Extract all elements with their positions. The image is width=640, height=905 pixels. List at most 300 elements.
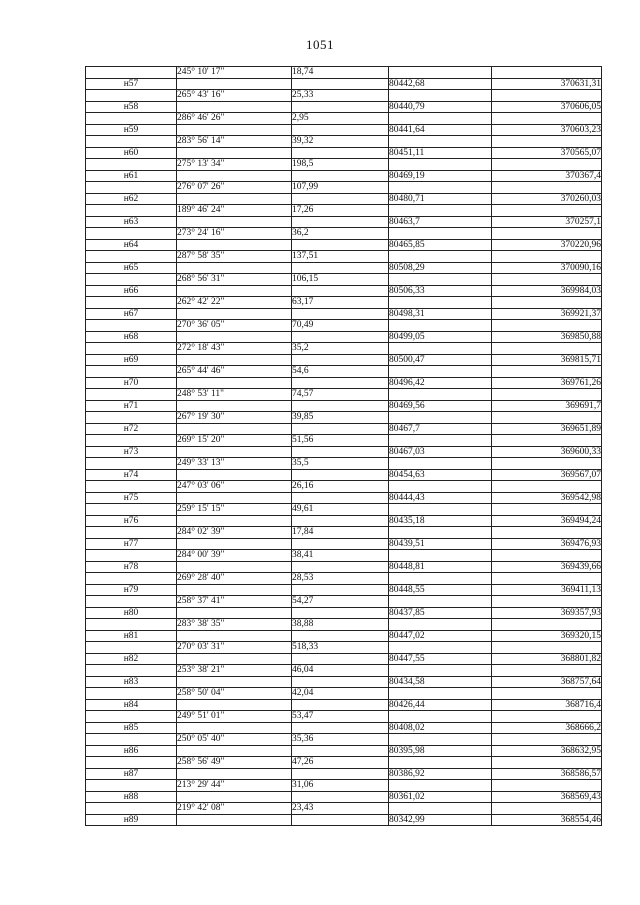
table-row bbox=[86, 596, 602, 608]
table-row bbox=[86, 435, 602, 447]
y-coordinate-cell bbox=[492, 757, 602, 769]
y-coordinate-cell: 368716,4 bbox=[492, 699, 602, 711]
direction-angle-cell: 284° 00' 39" bbox=[177, 550, 292, 562]
table-row bbox=[86, 803, 602, 815]
x-coordinate-cell: 80426,44 bbox=[389, 699, 492, 711]
y-coordinate-cell: 370260,03 bbox=[492, 193, 602, 205]
y-coordinate-cell: 370367,4 bbox=[492, 170, 602, 182]
direction-angle-cell: 265° 44' 46" bbox=[177, 366, 292, 378]
distance-cell: 2,95 bbox=[292, 113, 389, 125]
distance-cell: 18,74 bbox=[292, 67, 389, 79]
direction-angle-cell bbox=[177, 768, 292, 780]
table-row bbox=[86, 780, 602, 792]
point-name-cell bbox=[86, 550, 177, 562]
x-coordinate-cell bbox=[389, 412, 492, 424]
direction-angle-cell bbox=[177, 78, 292, 90]
point-name-cell: н59 bbox=[86, 124, 177, 136]
point-name-cell bbox=[86, 642, 177, 654]
point-name-cell: н86 bbox=[86, 745, 177, 757]
distance-cell: 137,51 bbox=[292, 251, 389, 263]
distance-cell bbox=[292, 101, 389, 113]
y-coordinate-cell bbox=[492, 366, 602, 378]
table-row bbox=[86, 722, 602, 734]
x-coordinate-cell bbox=[389, 596, 492, 608]
distance-cell bbox=[292, 216, 389, 228]
x-coordinate-cell: 80440,79 bbox=[389, 101, 492, 113]
distance-cell: 35,5 bbox=[292, 458, 389, 470]
table-row bbox=[86, 400, 602, 412]
distance-cell: 28,53 bbox=[292, 573, 389, 585]
y-coordinate-cell: 369567,07 bbox=[492, 469, 602, 481]
distance-cell: 49,61 bbox=[292, 504, 389, 516]
point-name-cell bbox=[86, 159, 177, 171]
table-row bbox=[86, 745, 602, 757]
direction-angle-cell bbox=[177, 400, 292, 412]
table-row bbox=[86, 113, 602, 125]
x-coordinate-cell: 80395,98 bbox=[389, 745, 492, 757]
y-coordinate-cell bbox=[492, 550, 602, 562]
point-name-cell bbox=[86, 90, 177, 102]
y-coordinate-cell: 368586,57 bbox=[492, 768, 602, 780]
point-name-cell bbox=[86, 504, 177, 516]
x-coordinate-cell: 80447,02 bbox=[389, 630, 492, 642]
point-name-cell bbox=[86, 136, 177, 148]
direction-angle-cell bbox=[177, 193, 292, 205]
point-name-cell bbox=[86, 481, 177, 493]
table-row bbox=[86, 262, 602, 274]
distance-cell bbox=[292, 239, 389, 251]
y-coordinate-cell: 370606,05 bbox=[492, 101, 602, 113]
x-coordinate-cell bbox=[389, 90, 492, 102]
y-coordinate-cell bbox=[492, 182, 602, 194]
direction-angle-cell: 189° 46' 24" bbox=[177, 205, 292, 217]
direction-angle-cell: 283° 56' 14" bbox=[177, 136, 292, 148]
table-row bbox=[86, 170, 602, 182]
distance-cell: 198,5 bbox=[292, 159, 389, 171]
table-row bbox=[86, 619, 602, 631]
table-row bbox=[86, 527, 602, 539]
y-coordinate-cell: 369357,93 bbox=[492, 607, 602, 619]
point-name-cell: н80 bbox=[86, 607, 177, 619]
direction-angle-cell: 213° 29' 44" bbox=[177, 780, 292, 792]
point-name-cell: н82 bbox=[86, 653, 177, 665]
y-coordinate-cell: 369815,71 bbox=[492, 354, 602, 366]
table-row bbox=[86, 711, 602, 723]
direction-angle-cell: 273° 24' 16" bbox=[177, 228, 292, 240]
table-row bbox=[86, 584, 602, 596]
x-coordinate-cell bbox=[389, 205, 492, 217]
y-coordinate-cell bbox=[492, 803, 602, 815]
distance-cell: 518,33 bbox=[292, 642, 389, 654]
direction-angle-cell bbox=[177, 584, 292, 596]
x-coordinate-cell: 80448,55 bbox=[389, 584, 492, 596]
x-coordinate-cell: 80508,29 bbox=[389, 262, 492, 274]
y-coordinate-cell bbox=[492, 458, 602, 470]
direction-angle-cell: 270° 03' 31" bbox=[177, 642, 292, 654]
direction-angle-cell: 248° 53' 11" bbox=[177, 389, 292, 401]
direction-angle-cell bbox=[177, 630, 292, 642]
y-coordinate-cell: 368554,46 bbox=[492, 814, 602, 826]
table-row bbox=[86, 561, 602, 573]
table-row bbox=[86, 757, 602, 769]
distance-cell bbox=[292, 285, 389, 297]
distance-cell bbox=[292, 515, 389, 527]
point-name-cell bbox=[86, 458, 177, 470]
direction-angle-cell: 267° 19' 30" bbox=[177, 412, 292, 424]
distance-cell: 47,26 bbox=[292, 757, 389, 769]
direction-angle-cell: 287° 58' 35" bbox=[177, 251, 292, 263]
x-coordinate-cell: 80439,51 bbox=[389, 538, 492, 550]
y-coordinate-cell: 369600,33 bbox=[492, 446, 602, 458]
direction-angle-cell bbox=[177, 446, 292, 458]
distance-cell bbox=[292, 538, 389, 550]
distance-cell: 39,85 bbox=[292, 412, 389, 424]
direction-angle-cell: 270° 36' 05" bbox=[177, 320, 292, 332]
point-name-cell bbox=[86, 619, 177, 631]
table-row bbox=[86, 193, 602, 205]
y-coordinate-cell bbox=[492, 688, 602, 700]
distance-cell: 54,6 bbox=[292, 366, 389, 378]
y-coordinate-cell bbox=[492, 435, 602, 447]
table-row bbox=[86, 239, 602, 251]
table-row bbox=[86, 504, 602, 516]
distance-cell bbox=[292, 676, 389, 688]
y-coordinate-cell: 370090,16 bbox=[492, 262, 602, 274]
table-row bbox=[86, 734, 602, 746]
distance-cell: 53,47 bbox=[292, 711, 389, 723]
y-coordinate-cell: 369850,88 bbox=[492, 331, 602, 343]
y-coordinate-cell bbox=[492, 734, 602, 746]
direction-angle-cell bbox=[177, 354, 292, 366]
table-row bbox=[86, 205, 602, 217]
y-coordinate-cell: 368666,2 bbox=[492, 722, 602, 734]
point-name-cell bbox=[86, 527, 177, 539]
x-coordinate-cell: 80467,7 bbox=[389, 423, 492, 435]
point-name-cell bbox=[86, 412, 177, 424]
point-name-cell bbox=[86, 182, 177, 194]
x-coordinate-cell: 80386,92 bbox=[389, 768, 492, 780]
x-coordinate-cell bbox=[389, 780, 492, 792]
x-coordinate-cell bbox=[389, 803, 492, 815]
y-coordinate-cell bbox=[492, 389, 602, 401]
table-row bbox=[86, 492, 602, 504]
distance-cell bbox=[292, 400, 389, 412]
table-row bbox=[86, 285, 602, 297]
point-name-cell: н89 bbox=[86, 814, 177, 826]
table-row bbox=[86, 538, 602, 550]
distance-cell: 38,41 bbox=[292, 550, 389, 562]
point-name-cell: н68 bbox=[86, 331, 177, 343]
y-coordinate-cell: 369494,24 bbox=[492, 515, 602, 527]
direction-angle-cell bbox=[177, 308, 292, 320]
point-name-cell: н84 bbox=[86, 699, 177, 711]
point-name-cell: н76 bbox=[86, 515, 177, 527]
direction-angle-cell: 259° 15' 15" bbox=[177, 504, 292, 516]
x-coordinate-cell: 80342,99 bbox=[389, 814, 492, 826]
table-row bbox=[86, 642, 602, 654]
y-coordinate-cell: 368632,95 bbox=[492, 745, 602, 757]
x-coordinate-cell: 80496,42 bbox=[389, 377, 492, 389]
direction-angle-cell bbox=[177, 745, 292, 757]
distance-cell: 36,2 bbox=[292, 228, 389, 240]
distance-cell bbox=[292, 354, 389, 366]
point-name-cell: н79 bbox=[86, 584, 177, 596]
x-coordinate-cell bbox=[389, 251, 492, 263]
x-coordinate-cell: 80435,18 bbox=[389, 515, 492, 527]
y-coordinate-cell bbox=[492, 67, 602, 79]
direction-angle-cell bbox=[177, 676, 292, 688]
x-coordinate-cell bbox=[389, 159, 492, 171]
point-name-cell: н61 bbox=[86, 170, 177, 182]
point-name-cell: н81 bbox=[86, 630, 177, 642]
y-coordinate-cell bbox=[492, 205, 602, 217]
x-coordinate-cell bbox=[389, 711, 492, 723]
table-row bbox=[86, 136, 602, 148]
direction-angle-cell: 258° 50' 04" bbox=[177, 688, 292, 700]
distance-cell bbox=[292, 561, 389, 573]
distance-cell: 70,49 bbox=[292, 320, 389, 332]
direction-angle-cell: 247° 03' 06" bbox=[177, 481, 292, 493]
point-name-cell bbox=[86, 389, 177, 401]
table-row bbox=[86, 630, 602, 642]
distance-cell bbox=[292, 814, 389, 826]
distance-cell: 35,2 bbox=[292, 343, 389, 355]
table-row bbox=[86, 469, 602, 481]
direction-angle-cell: 258° 56' 49" bbox=[177, 757, 292, 769]
direction-angle-cell bbox=[177, 239, 292, 251]
direction-angle-cell bbox=[177, 170, 292, 182]
table-row bbox=[86, 515, 602, 527]
direction-angle-cell: 283° 38' 35" bbox=[177, 619, 292, 631]
table-row bbox=[86, 389, 602, 401]
distance-cell bbox=[292, 331, 389, 343]
table-row bbox=[86, 159, 602, 171]
distance-cell: 31,06 bbox=[292, 780, 389, 792]
y-coordinate-cell: 370631,31 bbox=[492, 78, 602, 90]
distance-cell bbox=[292, 630, 389, 642]
distance-cell: 54,27 bbox=[292, 596, 389, 608]
point-name-cell: н69 bbox=[86, 354, 177, 366]
distance-cell bbox=[292, 699, 389, 711]
point-name-cell bbox=[86, 228, 177, 240]
y-coordinate-cell bbox=[492, 90, 602, 102]
table-row bbox=[86, 653, 602, 665]
table-row bbox=[86, 366, 602, 378]
point-name-cell bbox=[86, 205, 177, 217]
y-coordinate-cell: 369439,66 bbox=[492, 561, 602, 573]
y-coordinate-cell: 369320,15 bbox=[492, 630, 602, 642]
x-coordinate-cell: 80444,43 bbox=[389, 492, 492, 504]
table-row bbox=[86, 331, 602, 343]
point-name-cell bbox=[86, 596, 177, 608]
table-row bbox=[86, 699, 602, 711]
x-coordinate-cell bbox=[389, 688, 492, 700]
distance-cell bbox=[292, 170, 389, 182]
point-name-cell bbox=[86, 297, 177, 309]
y-coordinate-cell: 368801,82 bbox=[492, 653, 602, 665]
distance-cell bbox=[292, 124, 389, 136]
y-coordinate-cell bbox=[492, 136, 602, 148]
table-row bbox=[86, 665, 602, 677]
direction-angle-cell: 245° 10' 17" bbox=[177, 67, 292, 79]
point-name-cell bbox=[86, 780, 177, 792]
y-coordinate-cell bbox=[492, 711, 602, 723]
x-coordinate-cell: 80500,47 bbox=[389, 354, 492, 366]
table-row bbox=[86, 458, 602, 470]
distance-cell: 63,17 bbox=[292, 297, 389, 309]
y-coordinate-cell: 369761,26 bbox=[492, 377, 602, 389]
direction-angle-cell: 268° 56' 31" bbox=[177, 274, 292, 286]
distance-cell bbox=[292, 446, 389, 458]
point-name-cell: н64 bbox=[86, 239, 177, 251]
distance-cell bbox=[292, 377, 389, 389]
x-coordinate-cell: 80469,56 bbox=[389, 400, 492, 412]
x-coordinate-cell bbox=[389, 389, 492, 401]
point-name-cell: н65 bbox=[86, 262, 177, 274]
direction-angle-cell: 262° 42' 22" bbox=[177, 297, 292, 309]
point-name-cell bbox=[86, 435, 177, 447]
direction-angle-cell bbox=[177, 722, 292, 734]
x-coordinate-cell bbox=[389, 343, 492, 355]
table-row bbox=[86, 101, 602, 113]
table-row bbox=[86, 147, 602, 159]
x-coordinate-cell bbox=[389, 734, 492, 746]
table-row bbox=[86, 182, 602, 194]
point-name-cell bbox=[86, 113, 177, 125]
table-row bbox=[86, 90, 602, 102]
distance-cell: 17,84 bbox=[292, 527, 389, 539]
x-coordinate-cell bbox=[389, 665, 492, 677]
distance-cell: 51,56 bbox=[292, 435, 389, 447]
direction-angle-cell bbox=[177, 423, 292, 435]
x-coordinate-cell bbox=[389, 366, 492, 378]
y-coordinate-cell bbox=[492, 251, 602, 263]
table-row bbox=[86, 446, 602, 458]
x-coordinate-cell: 80498,31 bbox=[389, 308, 492, 320]
table-row bbox=[86, 297, 602, 309]
table-row bbox=[86, 354, 602, 366]
y-coordinate-cell: 370603,23 bbox=[492, 124, 602, 136]
y-coordinate-cell: 369921,37 bbox=[492, 308, 602, 320]
y-coordinate-cell: 370565,07 bbox=[492, 147, 602, 159]
point-name-cell: н74 bbox=[86, 469, 177, 481]
point-name-cell bbox=[86, 688, 177, 700]
y-coordinate-cell bbox=[492, 481, 602, 493]
table-row bbox=[86, 343, 602, 355]
table-row bbox=[86, 308, 602, 320]
direction-angle-cell: 219° 42' 08" bbox=[177, 803, 292, 815]
table-row bbox=[86, 688, 602, 700]
direction-angle-cell bbox=[177, 653, 292, 665]
point-name-cell: н85 bbox=[86, 722, 177, 734]
x-coordinate-cell bbox=[389, 274, 492, 286]
distance-cell bbox=[292, 722, 389, 734]
y-coordinate-cell bbox=[492, 665, 602, 677]
direction-angle-cell bbox=[177, 147, 292, 159]
point-name-cell: н73 bbox=[86, 446, 177, 458]
x-coordinate-cell bbox=[389, 757, 492, 769]
point-name-cell: н57 bbox=[86, 78, 177, 90]
y-coordinate-cell bbox=[492, 412, 602, 424]
point-name-cell: н72 bbox=[86, 423, 177, 435]
direction-angle-cell: 269° 28' 40" bbox=[177, 573, 292, 585]
direction-angle-cell bbox=[177, 492, 292, 504]
y-coordinate-cell bbox=[492, 274, 602, 286]
table-row bbox=[86, 67, 602, 79]
x-coordinate-cell: 80463,7 bbox=[389, 216, 492, 228]
y-coordinate-cell bbox=[492, 596, 602, 608]
direction-angle-cell bbox=[177, 814, 292, 826]
direction-angle-cell bbox=[177, 791, 292, 803]
y-coordinate-cell: 370257,1 bbox=[492, 216, 602, 228]
distance-cell: 26,16 bbox=[292, 481, 389, 493]
direction-angle-cell: 275° 13' 34" bbox=[177, 159, 292, 171]
x-coordinate-cell bbox=[389, 297, 492, 309]
point-name-cell bbox=[86, 274, 177, 286]
point-name-cell: н71 bbox=[86, 400, 177, 412]
x-coordinate-cell: 80465,85 bbox=[389, 239, 492, 251]
y-coordinate-cell: 370220,96 bbox=[492, 239, 602, 251]
distance-cell bbox=[292, 262, 389, 274]
x-coordinate-cell: 80442,68 bbox=[389, 78, 492, 90]
x-coordinate-cell bbox=[389, 435, 492, 447]
table-row bbox=[86, 78, 602, 90]
y-coordinate-cell: 369411,13 bbox=[492, 584, 602, 596]
x-coordinate-cell: 80451,11 bbox=[389, 147, 492, 159]
point-name-cell bbox=[86, 757, 177, 769]
distance-cell: 39,32 bbox=[292, 136, 389, 148]
coordinates-table-body bbox=[86, 67, 602, 826]
direction-angle-cell bbox=[177, 285, 292, 297]
distance-cell: 38,88 bbox=[292, 619, 389, 631]
y-coordinate-cell bbox=[492, 619, 602, 631]
table-row bbox=[86, 481, 602, 493]
x-coordinate-cell bbox=[389, 481, 492, 493]
point-name-cell: н70 bbox=[86, 377, 177, 389]
point-name-cell bbox=[86, 67, 177, 79]
page-number: 1051 bbox=[306, 37, 334, 52]
x-coordinate-cell bbox=[389, 458, 492, 470]
point-name-cell bbox=[86, 711, 177, 723]
x-coordinate-cell: 80454,63 bbox=[389, 469, 492, 481]
distance-cell bbox=[292, 791, 389, 803]
y-coordinate-cell bbox=[492, 573, 602, 585]
point-name-cell bbox=[86, 665, 177, 677]
direction-angle-cell bbox=[177, 262, 292, 274]
point-name-cell: н88 bbox=[86, 791, 177, 803]
y-coordinate-cell: 368757,64 bbox=[492, 676, 602, 688]
y-coordinate-cell: 369984,03 bbox=[492, 285, 602, 297]
direction-angle-cell bbox=[177, 216, 292, 228]
distance-cell: 35,36 bbox=[292, 734, 389, 746]
direction-angle-cell bbox=[177, 515, 292, 527]
table-row bbox=[86, 676, 602, 688]
x-coordinate-cell: 80441,64 bbox=[389, 124, 492, 136]
direction-angle-cell: 249° 33' 13" bbox=[177, 458, 292, 470]
distance-cell: 46,04 bbox=[292, 665, 389, 677]
direction-angle-cell bbox=[177, 699, 292, 711]
table-row bbox=[86, 791, 602, 803]
x-coordinate-cell: 80467,03 bbox=[389, 446, 492, 458]
table-row bbox=[86, 228, 602, 240]
y-coordinate-cell bbox=[492, 113, 602, 125]
distance-cell bbox=[292, 308, 389, 320]
direction-angle-cell: 265° 43' 16" bbox=[177, 90, 292, 102]
direction-angle-cell bbox=[177, 469, 292, 481]
y-coordinate-cell bbox=[492, 228, 602, 240]
direction-angle-cell: 276° 07' 26" bbox=[177, 182, 292, 194]
table-row bbox=[86, 251, 602, 263]
